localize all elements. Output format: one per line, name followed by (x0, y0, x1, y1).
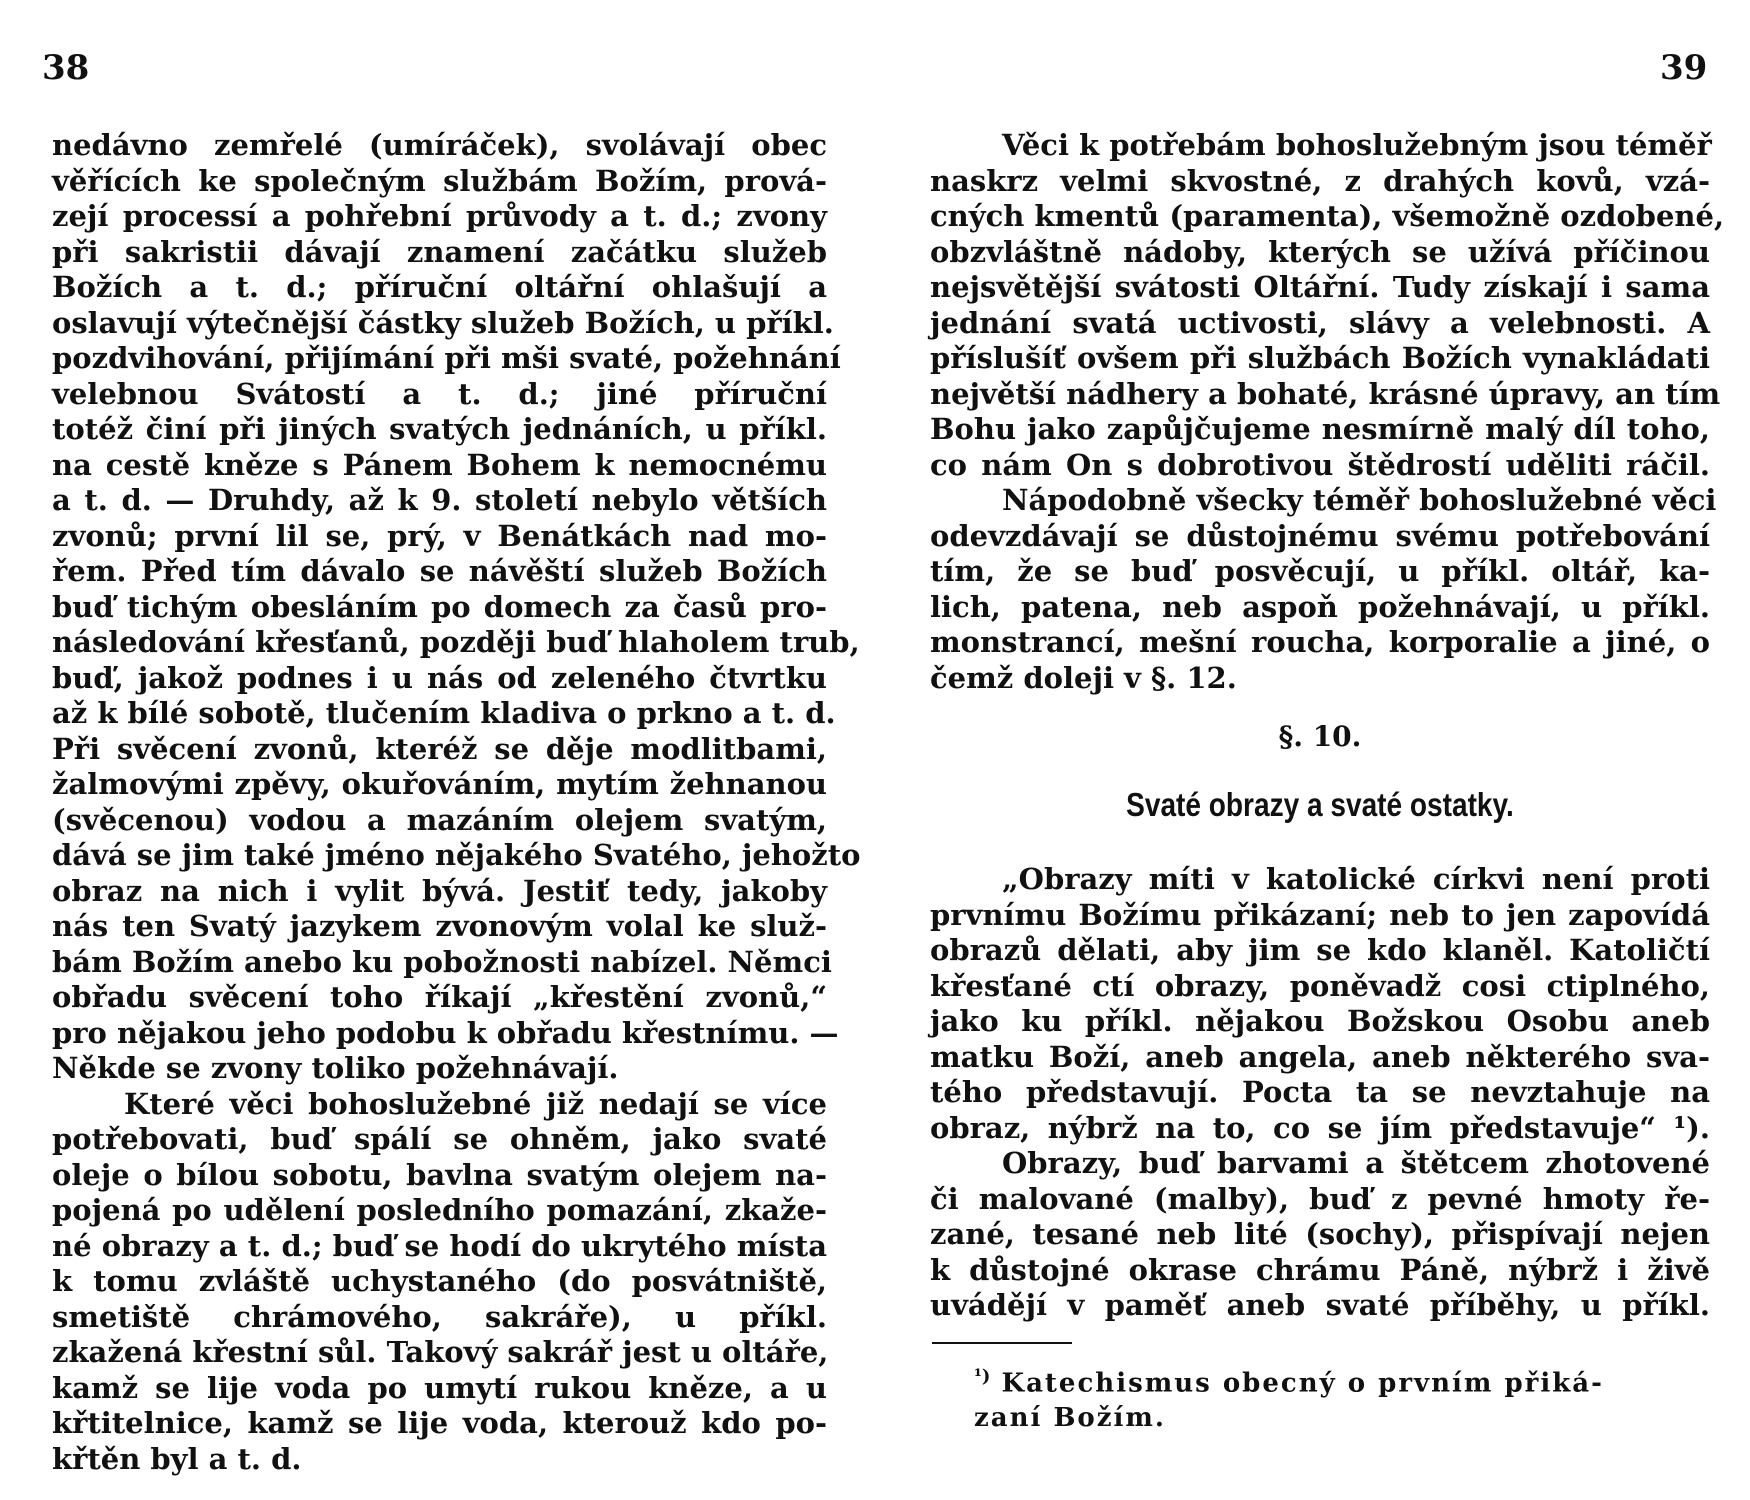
text-line: nejsvětější svátosti Oltářní. Tudy získají i sama (930, 270, 1710, 304)
text-line: prvnímu Božímu přikázaní; neb to jen zapovídá (930, 897, 1710, 932)
text-line: pojená po udělení posledního pomazání, zkaže- (52, 1193, 827, 1227)
footnote-rule (932, 1342, 1072, 1344)
right-column-text-bottom (930, 862, 1710, 1324)
text-line: nedávno zemřelé (umíráček), svolávají obec (52, 128, 827, 162)
text-line: Někde se zvony toliko požehnávají. (52, 1051, 619, 1085)
text-line: Věci k potřebám bohoslužebným jsou téměř (1002, 128, 1712, 162)
text-line: zvonů; první lil se, prý, v Benátkách nad mo- (52, 518, 827, 553)
text-line: křesťané ctí obrazy, poněvadž cosi ctiplného, (930, 968, 1710, 1003)
footnote-line: zaní Božím. (974, 1402, 1166, 1433)
text-line: pozdvihování, přijímání při mši svaté, požehnání (52, 341, 841, 375)
text-line: zané, tesané neb lité (sochy), přispívají nejen (930, 1217, 1710, 1251)
page-number-right: 39 (1660, 48, 1708, 88)
footnote (974, 1360, 1710, 1435)
text-line: totéž činí při jiných svatých jednáních, u příkl. (52, 412, 827, 446)
footnote-line (974, 1360, 1710, 1401)
text-line: obraz na nich i vylit bývá. Jestiť tedy, jakoby (52, 873, 827, 908)
text-line: pro nějakou jeho podobu k obřadu křestnímu. — (52, 1015, 839, 1050)
text-line: zkažená křestní sůl. Takový sakrář jest u oltáře, (52, 1335, 829, 1369)
text-line: Obrazy, buď barvami a štětcem zhotovené (1002, 1146, 1710, 1180)
text-line: cných kmentů (paramenta), všemožně ozdobené, (930, 199, 1725, 233)
text-line: tého představují. Pocta ta se nevztahuje na (930, 1075, 1710, 1109)
text-line: jednání svatá uctivosti, slávy a velebnosti. A (930, 305, 1710, 340)
text-line: zejí processí a pohřební průvody a t. d.; zvony (52, 199, 827, 233)
text-line: Které věci bohoslužebné již nedají se více (124, 1086, 827, 1121)
text-line: nás ten Svatý jazykem zvonovým volal ke služ- (52, 909, 827, 943)
text-line: dává se jim také jméno nějakého Svatého, jehožto (52, 838, 861, 872)
text-line: né obrazy a t. d.; buď se hodí do ukrytého místa (52, 1228, 827, 1263)
text-line: bám Božím anebo ku pobožnosti nabízel. Němci (52, 944, 832, 979)
text-line: až k bílé sobotě, tlučením kladiva o prkno a t. d. (52, 696, 836, 730)
text-line: čemž doleji v §. 12. (930, 660, 1237, 695)
text-line: buď, jakož podnes i u nás od zeleného čtvrtku (52, 660, 827, 695)
section-number: §. 10. (1278, 720, 1362, 753)
text-line: lich, patena, neb aspoň požehnávají, u příkl. (930, 589, 1710, 624)
text-line: a t. d. — Druhdy, až k 9. století nebylo větších (52, 483, 827, 517)
text-line: k tomu zvláště uchystaného (do posvátniště, (52, 1264, 827, 1298)
text-line: na cestě kněze s Pánem Bohem k nemocnému (52, 447, 827, 482)
text-line: křtěn byl a t. d. (52, 1441, 302, 1476)
text-line: Božích a t. d.; příruční oltářní ohlašují a (52, 270, 827, 304)
text-line: velebnou Svátostí a t. d.; jiné příruční (52, 376, 827, 411)
text-line: obraz, nýbrž na to, co se jím představuje“ ¹). (930, 1110, 1710, 1145)
text-line: monstrancí, mešní roucha, korporalie a jiné, o (930, 625, 1710, 659)
text-line: obrazů dělati, aby jim se kdo klaněl. Katoličtí (930, 933, 1710, 967)
text-line: Bohu jako zapůjčujeme nesmírně malý díl toho, (930, 412, 1710, 446)
text-line: křtitelnice, kamž se lije voda, kterouž kdo po- (52, 1406, 827, 1440)
text-line: největší nádhery a bohaté, krásné úpravy, an tím (930, 376, 1721, 411)
text-line: buď tichým obesláním po domech za časů pro- (52, 589, 827, 624)
text-line: oslavují výtečnější částky služeb Božích, u příkl. (52, 305, 834, 340)
text-line: oleje o bílou sobotu, bavlna svatým olejem na- (52, 1157, 827, 1192)
footnote-marker: ¹) (974, 1366, 991, 1387)
text-line: „Obrazy míti v katolické církvi není proti (1002, 862, 1710, 896)
text-line: jako ku příkl. nějakou Božskou Osobu aneb (930, 1004, 1710, 1038)
text-line: tím, že se buď posvěcují, u příkl. oltář, ka- (930, 554, 1710, 588)
left-column-text (52, 128, 861, 1477)
text-line: (svěcenou) vodou a mazáním olejem svatým, (52, 802, 827, 837)
text-line: obzvláštně nádoby, kterých se užívá příčinou (930, 234, 1710, 269)
footnote-text: Katechismus obecný o prvním přiká- (1001, 1368, 1604, 1399)
text-line: či malované (malby), buď z pevné hmoty ře- (930, 1181, 1710, 1216)
section-title: Svaté obrazy a svaté ostatky. (1126, 786, 1514, 823)
text-line: věřících ke společným službám Božím, prová- (52, 163, 827, 198)
text-line: příslušíť ovšem při službách Božích vynakládati (930, 341, 1710, 375)
text-line: potřebovati, buď spálí se ohněm, jako svaté (52, 1122, 827, 1156)
text-line: žalmovými zpěvy, okuřováním, mytím žehnanou (52, 767, 827, 801)
text-line: uvádějí v paměť aneb svaté příběhy, u příkl. (930, 1288, 1710, 1322)
text-line: Při svěcení zvonů, kteréž se děje modlitbami, (52, 731, 827, 766)
text-line: odevzdávají se důstojnému svému potřebování (930, 518, 1710, 553)
text-line: řem. Před tím dávalo se návěští služeb Božích (52, 554, 827, 588)
text-line: následování křesťanů, později buď hlaholem trub, (52, 625, 860, 659)
page-number-left: 38 (42, 48, 90, 88)
text-line: k důstojné okrase chrámu Páně, nýbrž i živě (930, 1252, 1710, 1287)
text-line: Nápodobně všecky téměř bohoslužebné věci (1002, 483, 1717, 517)
text-line: matku Boží, aneb angela, aneb některého sva- (930, 1039, 1710, 1074)
text-line: obřadu svěcení toho říkají „křestění zvonů,“ (52, 980, 827, 1014)
text-line: co nám On s dobrotivou štědrostí uděliti ráčil. (930, 447, 1710, 482)
text-line: kamž se lije voda po umytí rukou kněze, a u (52, 1370, 827, 1405)
right-column-text-top (930, 128, 1725, 696)
text-line: smetiště chrámového, sakráře), u příkl. (52, 1299, 827, 1334)
text-line: při sakristii dávají znamení začátku služeb (52, 234, 827, 269)
text-line: naskrz velmi skvostné, z drahých kovů, vzá- (930, 163, 1710, 198)
